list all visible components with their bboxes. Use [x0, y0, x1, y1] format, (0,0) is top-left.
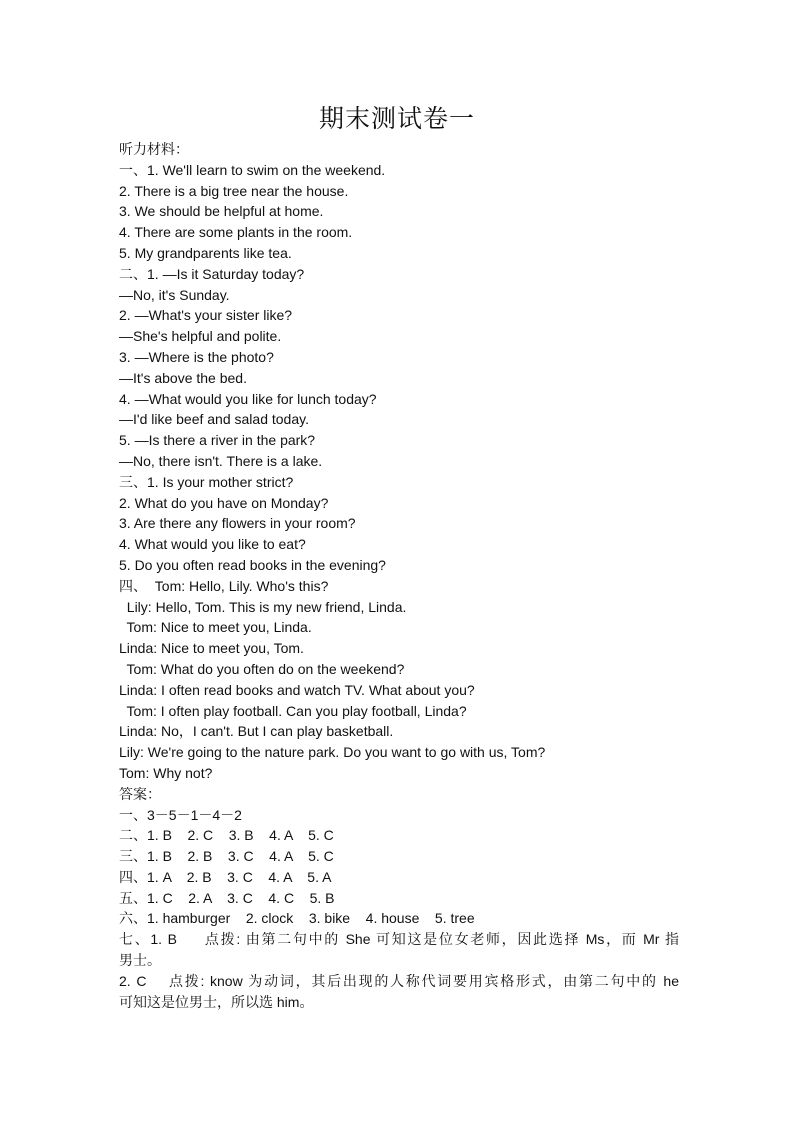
text-line: Linda: No，I can't. But I can play basketball. [119, 723, 394, 740]
text-line: 3. Are there any flowers in your room? [119, 515, 356, 532]
text-line: Linda: I often read books and watch TV. What about you? [119, 681, 475, 698]
text-line: 5. My grandparents like tea. [119, 244, 292, 261]
text-line: 4. What would you like to eat? [119, 536, 306, 553]
text-line: Linda: Nice to meet you, Tom. [119, 640, 304, 657]
text-line: 2. —What's your sister like? [119, 307, 293, 324]
text-line: 4. —What would you like for lunch today? [119, 390, 377, 407]
document-body [119, 139, 679, 1012]
text-line: 5. —Is there a river in the park? [119, 432, 316, 449]
text-line: 2. There is a big tree near the house. [119, 182, 349, 199]
text-line: —It's above the bed. [119, 369, 247, 386]
text-line: 一、3－5－1－4－2 [119, 806, 242, 823]
answer-note-1-line-2: 男士。 [119, 952, 161, 969]
text-line: Tom: Why not? [119, 764, 213, 781]
text-line: 四、1. A 2. B 3. C 4. A 5. A [119, 868, 332, 885]
text-line: Tom: Nice to meet you, Linda. [119, 619, 312, 636]
answer-note-2-line-1: 2. C 点拨: know 为动词，其后出现的人称代词要用宾格形式，由第二句中的 he [119, 972, 679, 989]
text-line: 5. Do you often read books in the evening? [119, 556, 386, 573]
text-line: 2. What do you have on Monday? [119, 494, 329, 511]
answer-note-2-line-2: 可知这是位男士，所以选 him。 [119, 993, 314, 1010]
text-line: 三、1. B 2. B 3. C 4. A 5. C [119, 848, 334, 865]
text-line: 4. There are some plants in the room. [119, 224, 353, 241]
text-line: —No, there isn't. There is a lake. [119, 452, 323, 469]
text-line: 听力材料： [119, 141, 189, 157]
answer-note-1-line-1: 七、1. B 点拨: 由第二句中的 She 可知这是位女老师，因此选择 Ms，而 Mr 指 [119, 931, 679, 948]
text-line: —She's helpful and polite. [119, 328, 282, 345]
text-line: 答案： [119, 785, 161, 802]
text-line: 一、1. We'll learn to swim on the weekend. [119, 161, 386, 178]
text-line: 3. —Where is the photo? [119, 348, 274, 365]
text-line: Tom: What do you often do on the weekend? [119, 660, 405, 677]
text-line: —I'd like beef and salad today. [119, 411, 309, 428]
text-line: 六、1. hamburger 2. clock 3. bike 4. house 5. tree [119, 910, 475, 927]
text-line: 二、1. B 2. C 3. B 4. A 5. C [119, 827, 334, 844]
text-line: Lily: We're going to the nature park. Do you want to go with us, Tom? [119, 744, 546, 761]
text-line: Lily: Hello, Tom. This is my new friend, Linda. [119, 598, 407, 615]
text-line: Tom: I often play football. Can you play football, Linda? [119, 702, 467, 719]
text-line: 3. We should be helpful at home. [119, 203, 324, 220]
text-line: 四、 Tom: Hello, Lily. Who's this? [119, 577, 329, 594]
text-line: —No, it's Sunday. [119, 286, 230, 303]
text-line: 五、1. C 2. A 3. C 4. C 5. B [119, 889, 335, 906]
text-line: 三、1. Is your mother strict? [119, 473, 294, 490]
page-title: 期末测试卷一 [318, 104, 475, 133]
text-line: 二、1. —Is it Saturday today? [119, 265, 305, 282]
